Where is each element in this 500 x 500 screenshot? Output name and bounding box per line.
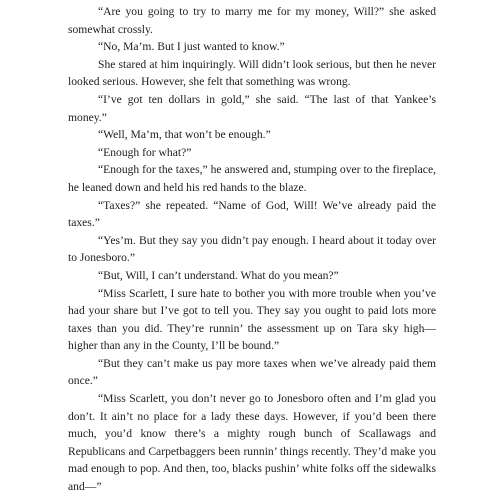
paragraph-13: “Miss Scarlett, you don’t never go to Jonesboro often and I’m glad you don’t. It ain’t no place for a lady these days. However, if you’d been there much, you’d know there’s a mighty rough bunch of Scallawags and Republicans and Carpetbaggers been runnin’ things recently. They’d make you mad enough to pop. And then, too, blacks pushin’ white folks off the sidewalks and—” <box>68 392 436 494</box>
book-page <box>68 3 436 496</box>
paragraph-11: “Miss Scarlett, I sure hate to bother you with more trouble when you’ve had your share but I’ve got to tell you. They say you ought to paid lots more taxes than you did. They’re runnin’ the assessment up on Tara sky high—higher than any in the County, I’ll be bound.” <box>68 286 436 353</box>
paragraph-9: “Yes’m. But they say you didn’t pay enough. I heard about it today over to Jonesboro.” <box>68 233 436 265</box>
paragraph-1: “Are you going to try to marry me for my money, Will?” she asked somewhat crossly. <box>68 5 436 36</box>
paragraph-10: “But, Will, I can’t understand. What do you mean?” <box>98 268 339 282</box>
paragraph-6: “Enough for what?” <box>98 145 192 159</box>
paragraph-7: “Enough for the taxes,” he answered and, stumping over to the fireplace, he leaned down and held his red hands to the blaze. <box>68 163 436 194</box>
paragraph-5: “Well, Ma’m, that won’t be enough.” <box>98 128 271 142</box>
paragraph-8: “Taxes?” she repeated. “Name of God, Will! We’ve already paid the taxes.” <box>68 198 436 230</box>
paragraph-4: “I’ve got ten dollars in gold,” she said. “The last of that Yankee’s money.” <box>68 92 436 124</box>
paragraph-12: “But they can’t make us pay more taxes when we’ve already paid them once.” <box>68 356 436 388</box>
paragraph-2: “No, Ma’m. But I just wanted to know.” <box>98 40 285 54</box>
paragraph-3: She stared at him inquiringly. Will didn’t look serious, but then he never looked serious. However, she felt that something was wrong. <box>68 57 436 89</box>
